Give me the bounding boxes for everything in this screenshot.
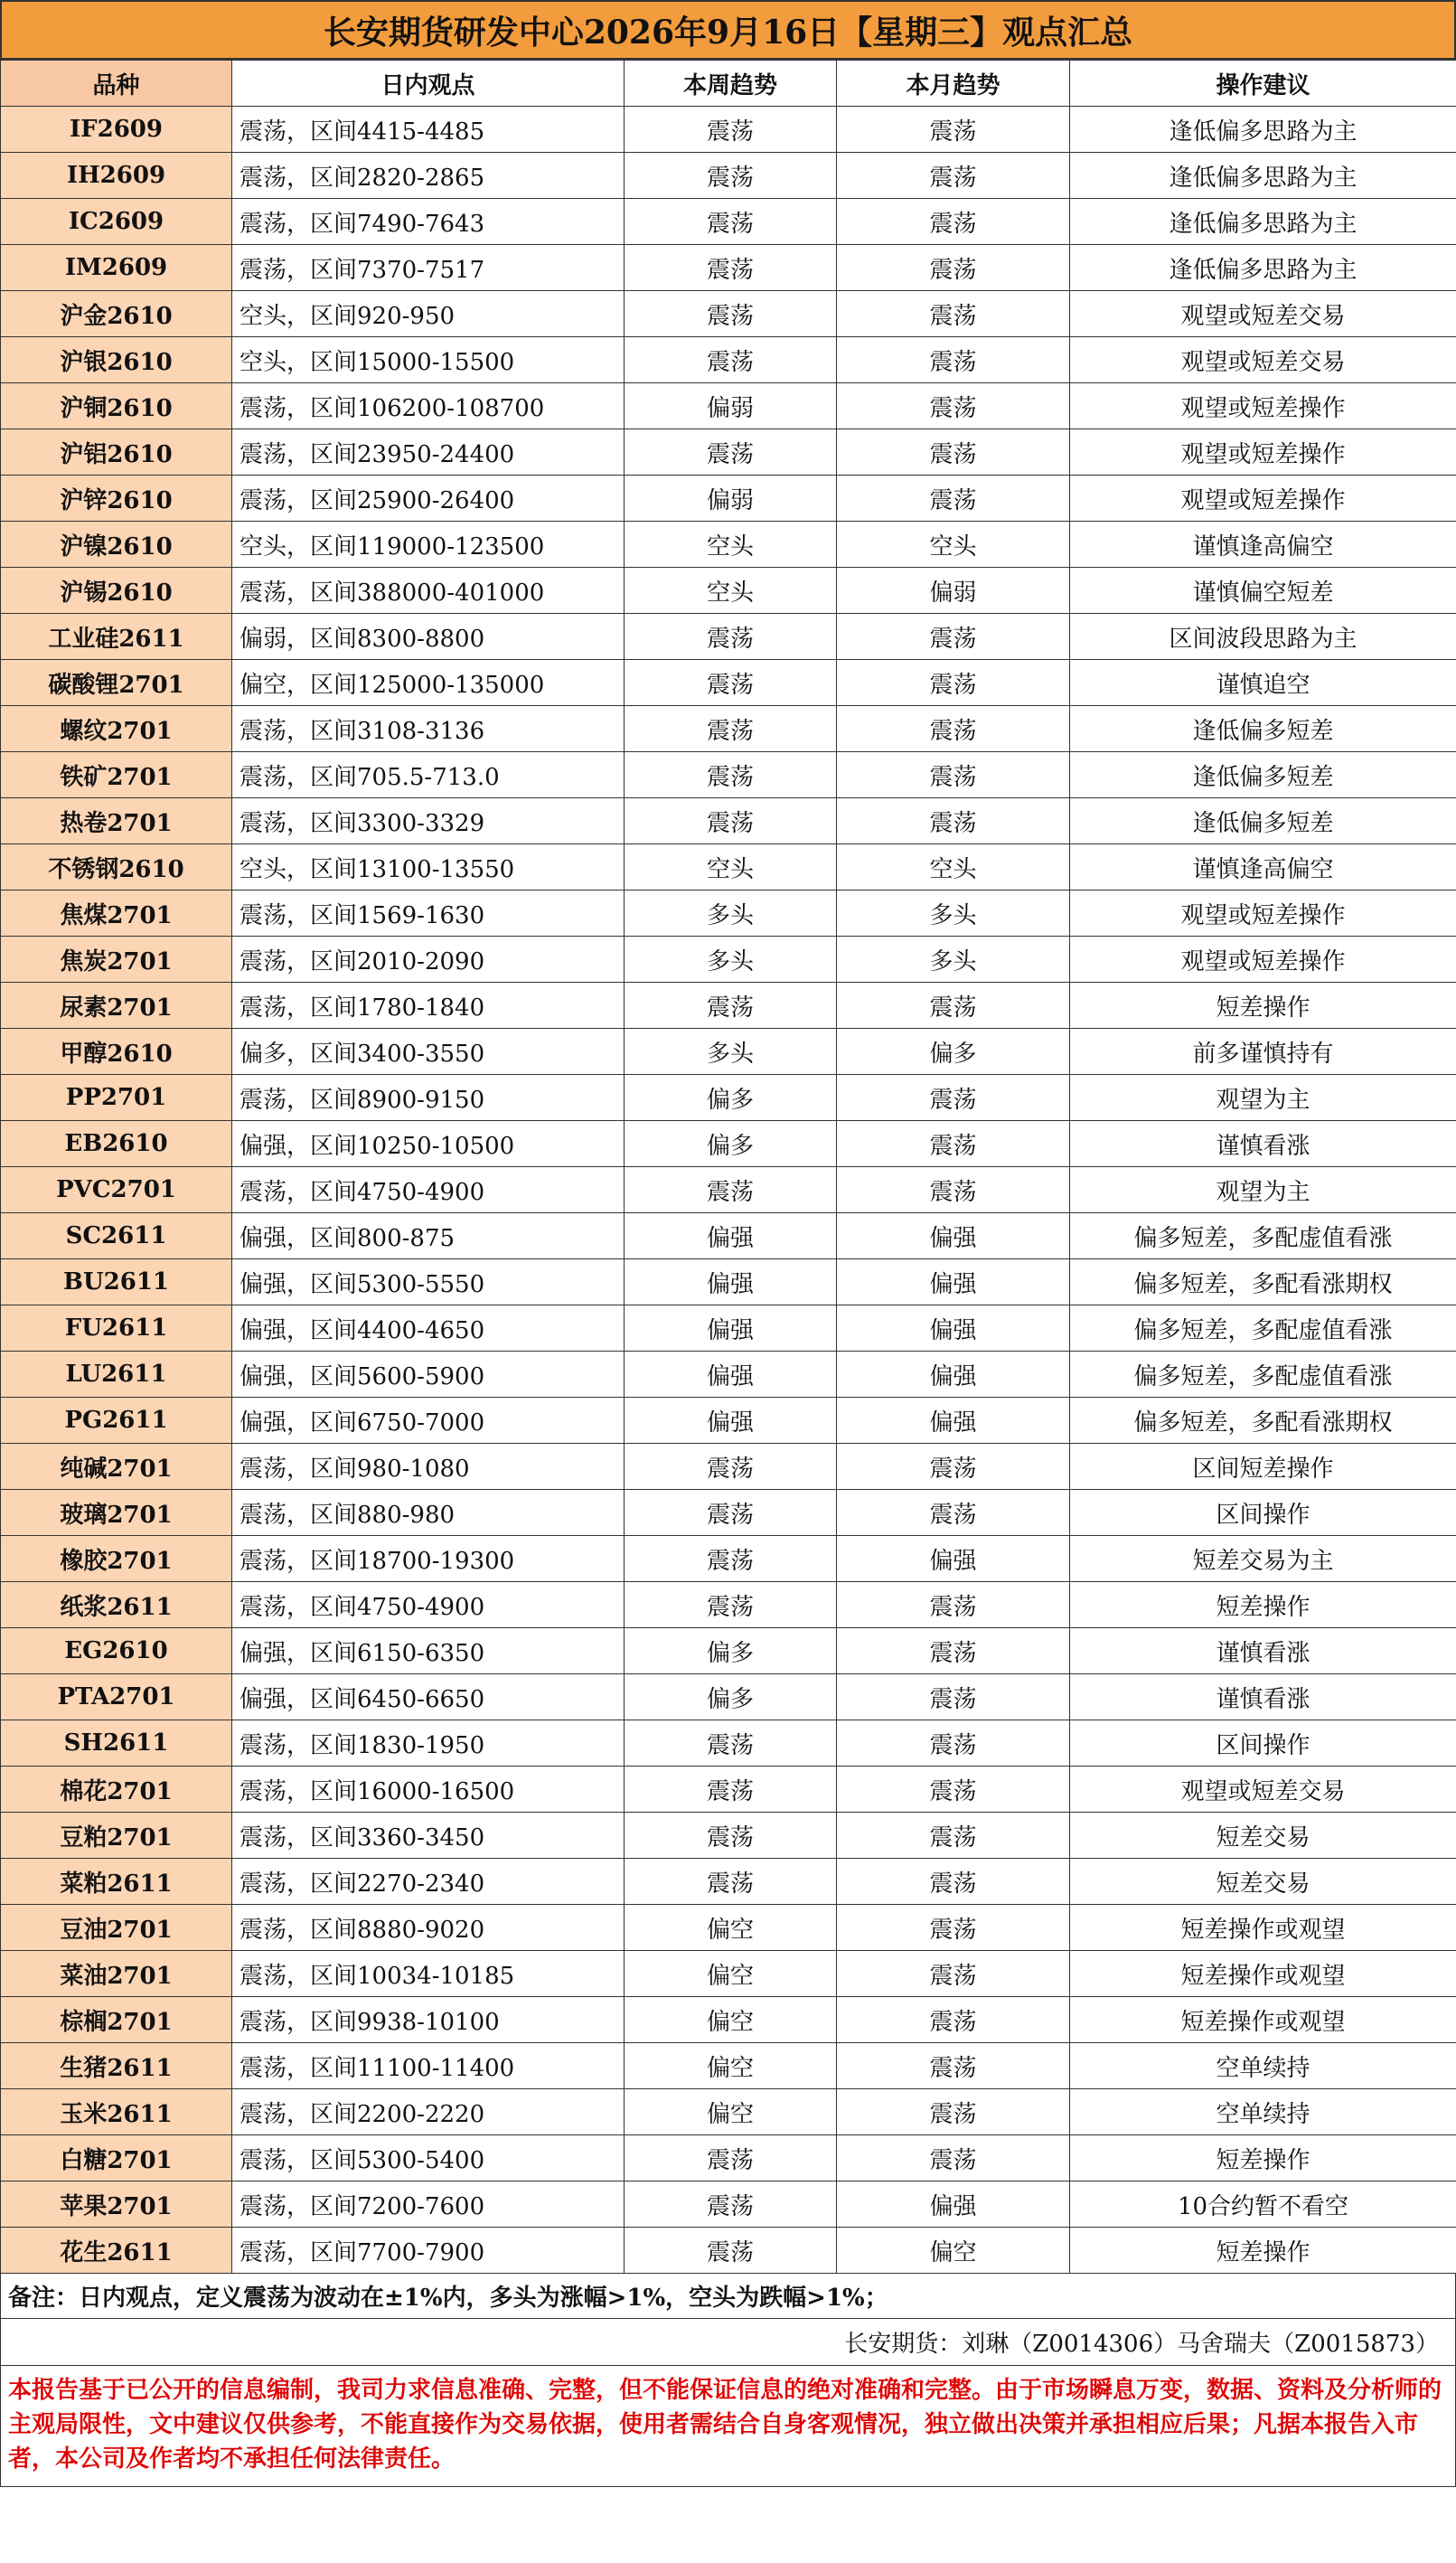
table-row <box>1 1720 1456 1767</box>
variety-cell: 棉花2701 <box>1 1767 232 1813</box>
advice-cell: 谨慎逢高偏空 <box>1070 844 1456 890</box>
table-row <box>1 2135 1456 2181</box>
month-trend-cell: 多头 <box>837 890 1070 937</box>
month-trend-cell: 偏强 <box>837 1259 1070 1305</box>
intraday-view-cell: 震荡，区间25900-26400 <box>232 476 625 522</box>
table-row <box>1 1121 1456 1167</box>
intraday-view-cell: 空头，区间15000-15500 <box>232 337 625 383</box>
table-row <box>1 337 1456 383</box>
month-trend-cell: 震荡 <box>837 1444 1070 1490</box>
table-row <box>1 2089 1456 2135</box>
week-trend-cell: 偏强 <box>625 1352 837 1398</box>
intraday-view-cell: 震荡，区间7700-7900 <box>232 2228 625 2274</box>
week-trend-cell: 震荡 <box>625 614 837 660</box>
advice-cell: 偏多短差，多配看涨期权 <box>1070 1259 1456 1305</box>
intraday-view-cell: 震荡，区间980-1080 <box>232 1444 625 1490</box>
month-trend-cell: 偏强 <box>837 1352 1070 1398</box>
table-row <box>1 568 1456 614</box>
intraday-view-cell: 震荡，区间880-980 <box>232 1490 625 1536</box>
viewpoint-table <box>0 60 1456 2274</box>
week-trend-cell: 多头 <box>625 937 837 983</box>
week-trend-cell: 震荡 <box>625 107 837 153</box>
variety-cell: 纯碱2701 <box>1 1444 232 1490</box>
month-trend-cell: 偏多 <box>837 1029 1070 1075</box>
table-row <box>1 614 1456 660</box>
table-row <box>1 1767 1456 1813</box>
advice-cell: 观望为主 <box>1070 1167 1456 1213</box>
week-trend-cell: 偏空 <box>625 1905 837 1951</box>
intraday-view-cell: 空头，区间920-950 <box>232 291 625 337</box>
intraday-view-cell: 震荡，区间7490-7643 <box>232 199 625 245</box>
table-row <box>1 2228 1456 2274</box>
advice-cell: 观望或短差操作 <box>1070 429 1456 476</box>
week-trend-cell: 偏弱 <box>625 383 837 429</box>
table-row <box>1 752 1456 798</box>
advice-cell: 短差交易 <box>1070 1813 1456 1859</box>
table-row <box>1 660 1456 706</box>
week-trend-cell: 偏空 <box>625 1951 837 1997</box>
month-trend-cell: 震荡 <box>837 337 1070 383</box>
week-trend-cell: 空头 <box>625 568 837 614</box>
week-trend-cell: 震荡 <box>625 291 837 337</box>
intraday-view-cell: 震荡，区间2200-2220 <box>232 2089 625 2135</box>
month-trend-cell: 偏强 <box>837 1536 1070 1582</box>
advice-cell: 谨慎偏空短差 <box>1070 568 1456 614</box>
intraday-view-cell: 震荡，区间106200-108700 <box>232 383 625 429</box>
variety-cell: 沪铜2610 <box>1 383 232 429</box>
week-trend-cell: 震荡 <box>625 2228 837 2274</box>
advice-cell: 区间操作 <box>1070 1720 1456 1767</box>
variety-cell: 沪金2610 <box>1 291 232 337</box>
disclaimer: 本报告基于已公开的信息编制，我司力求信息准确、完整，但不能保证信息的绝对准确和完整。由于市场瞬息万变，数据、资料及分析师的主观局限性，文中建议仅供参考，不能直接作为交易依据，使用者需结合自身客观情况，独立做出决策并承担相应后果；凡据本报告入市者，本公司及作者均不承担任何法律责任。 <box>0 2366 1456 2487</box>
variety-cell: PP2701 <box>1 1075 232 1121</box>
table-row <box>1 1536 1456 1582</box>
variety-cell: IC2609 <box>1 199 232 245</box>
week-trend-cell: 偏空 <box>625 1997 837 2043</box>
advice-cell: 逢低偏多思路为主 <box>1070 107 1456 153</box>
month-trend-cell: 震荡 <box>837 752 1070 798</box>
week-trend-cell: 震荡 <box>625 752 837 798</box>
table-row <box>1 1213 1456 1259</box>
advice-cell: 观望或短差操作 <box>1070 890 1456 937</box>
table-row <box>1 2181 1456 2228</box>
advice-cell: 短差操作 <box>1070 2135 1456 2181</box>
month-trend-cell: 震荡 <box>837 983 1070 1029</box>
variety-cell: 螺纹2701 <box>1 706 232 752</box>
variety-cell: 焦炭2701 <box>1 937 232 983</box>
variety-cell: 棕榈2701 <box>1 1997 232 2043</box>
week-trend-cell: 震荡 <box>625 199 837 245</box>
month-trend-cell: 震荡 <box>837 2135 1070 2181</box>
table-row <box>1 291 1456 337</box>
intraday-view-cell: 震荡，区间3108-3136 <box>232 706 625 752</box>
month-trend-cell: 震荡 <box>837 1075 1070 1121</box>
month-trend-cell: 偏强 <box>837 1398 1070 1444</box>
week-trend-cell: 偏多 <box>625 1628 837 1674</box>
month-trend-cell: 震荡 <box>837 1997 1070 2043</box>
advice-cell: 逢低偏多短差 <box>1070 752 1456 798</box>
variety-cell: 豆油2701 <box>1 1905 232 1951</box>
table-row <box>1 1905 1456 1951</box>
intraday-view-cell: 偏强，区间800-875 <box>232 1213 625 1259</box>
variety-cell: 甲醇2610 <box>1 1029 232 1075</box>
advice-cell: 短差操作或观望 <box>1070 1997 1456 2043</box>
week-trend-cell: 多头 <box>625 1029 837 1075</box>
intraday-view-cell: 偏强，区间4400-4650 <box>232 1305 625 1352</box>
week-trend-cell: 震荡 <box>625 1767 837 1813</box>
advice-cell: 短差操作 <box>1070 983 1456 1029</box>
advice-cell: 观望或短差交易 <box>1070 337 1456 383</box>
variety-cell: 玻璃2701 <box>1 1490 232 1536</box>
table-row <box>1 1444 1456 1490</box>
intraday-view-cell: 偏弱，区间8300-8800 <box>232 614 625 660</box>
table-header-row <box>1 61 1456 107</box>
advice-cell: 区间短差操作 <box>1070 1444 1456 1490</box>
advice-cell: 前多谨慎持有 <box>1070 1029 1456 1075</box>
week-trend-cell: 空头 <box>625 844 837 890</box>
week-trend-cell: 偏强 <box>625 1259 837 1305</box>
month-trend-cell: 空头 <box>837 522 1070 568</box>
week-trend-cell: 偏空 <box>625 2089 837 2135</box>
header-variety: 品种 <box>1 61 232 107</box>
advice-cell: 逢低偏多思路为主 <box>1070 153 1456 199</box>
intraday-view-cell: 震荡，区间16000-16500 <box>232 1767 625 1813</box>
intraday-view-cell: 震荡，区间8900-9150 <box>232 1075 625 1121</box>
month-trend-cell: 震荡 <box>837 1720 1070 1767</box>
variety-cell: PG2611 <box>1 1398 232 1444</box>
table-row <box>1 199 1456 245</box>
intraday-view-cell: 震荡，区间18700-19300 <box>232 1536 625 1582</box>
week-trend-cell: 震荡 <box>625 1444 837 1490</box>
table-row <box>1 522 1456 568</box>
variety-cell: 豆粕2701 <box>1 1813 232 1859</box>
month-trend-cell: 震荡 <box>837 614 1070 660</box>
intraday-view-cell: 震荡，区间4415-4485 <box>232 107 625 153</box>
variety-cell: 花生2611 <box>1 2228 232 2274</box>
advice-cell: 观望或短差交易 <box>1070 291 1456 337</box>
variety-cell: 菜油2701 <box>1 1951 232 1997</box>
variety-cell: 工业硅2611 <box>1 614 232 660</box>
month-trend-cell: 震荡 <box>837 1167 1070 1213</box>
variety-cell: 沪银2610 <box>1 337 232 383</box>
variety-cell: 苹果2701 <box>1 2181 232 2228</box>
month-trend-cell: 震荡 <box>837 1582 1070 1628</box>
variety-cell: 尿素2701 <box>1 983 232 1029</box>
variety-cell: 热卷2701 <box>1 798 232 844</box>
table-row <box>1 983 1456 1029</box>
table-row <box>1 245 1456 291</box>
week-trend-cell: 震荡 <box>625 245 837 291</box>
month-trend-cell: 震荡 <box>837 245 1070 291</box>
month-trend-cell: 空头 <box>837 844 1070 890</box>
advice-cell: 观望为主 <box>1070 1075 1456 1121</box>
month-trend-cell: 震荡 <box>837 1674 1070 1720</box>
advice-cell: 短差操作或观望 <box>1070 1951 1456 1997</box>
variety-cell: SC2611 <box>1 1213 232 1259</box>
table-row <box>1 1628 1456 1674</box>
advice-cell: 观望或短差操作 <box>1070 383 1456 429</box>
table-row <box>1 706 1456 752</box>
table-row <box>1 798 1456 844</box>
month-trend-cell: 震荡 <box>837 383 1070 429</box>
variety-cell: PTA2701 <box>1 1674 232 1720</box>
advice-cell: 偏多短差，多配看涨期权 <box>1070 1398 1456 1444</box>
intraday-view-cell: 空头，区间119000-123500 <box>232 522 625 568</box>
advice-cell: 谨慎追空 <box>1070 660 1456 706</box>
month-trend-cell: 震荡 <box>837 429 1070 476</box>
week-trend-cell: 偏强 <box>625 1213 837 1259</box>
table-body <box>1 107 1456 2274</box>
week-trend-cell: 空头 <box>625 522 837 568</box>
month-trend-cell: 震荡 <box>837 1813 1070 1859</box>
week-trend-cell: 震荡 <box>625 1490 837 1536</box>
table-row <box>1 383 1456 429</box>
advice-cell: 短差交易为主 <box>1070 1536 1456 1582</box>
week-trend-cell: 震荡 <box>625 983 837 1029</box>
intraday-view-cell: 震荡，区间1830-1950 <box>232 1720 625 1767</box>
month-trend-cell: 偏强 <box>837 1213 1070 1259</box>
report-title: 长安期货研发中心2026年9月16日【星期三】观点汇总 <box>0 0 1456 60</box>
variety-cell: 沪铝2610 <box>1 429 232 476</box>
table-row <box>1 476 1456 522</box>
variety-cell: IF2609 <box>1 107 232 153</box>
intraday-view-cell: 震荡，区间5300-5400 <box>232 2135 625 2181</box>
advice-cell: 短差操作或观望 <box>1070 1905 1456 1951</box>
week-trend-cell: 震荡 <box>625 706 837 752</box>
week-trend-cell: 震荡 <box>625 1859 837 1905</box>
table-row <box>1 429 1456 476</box>
advice-cell: 空单续持 <box>1070 2089 1456 2135</box>
table-row <box>1 107 1456 153</box>
week-trend-cell: 震荡 <box>625 2135 837 2181</box>
month-trend-cell: 偏弱 <box>837 568 1070 614</box>
variety-cell: 铁矿2701 <box>1 752 232 798</box>
advice-cell: 谨慎看涨 <box>1070 1121 1456 1167</box>
variety-cell: 生猪2611 <box>1 2043 232 2089</box>
header-week-trend: 本周趋势 <box>625 61 837 107</box>
table-row <box>1 1398 1456 1444</box>
advice-cell: 逢低偏多短差 <box>1070 798 1456 844</box>
intraday-view-cell: 震荡，区间388000-401000 <box>232 568 625 614</box>
intraday-view-cell: 偏强，区间6750-7000 <box>232 1398 625 1444</box>
intraday-view-cell: 震荡，区间7370-7517 <box>232 245 625 291</box>
advice-cell: 逢低偏多思路为主 <box>1070 199 1456 245</box>
intraday-view-cell: 震荡，区间2820-2865 <box>232 153 625 199</box>
advice-cell: 观望或短差操作 <box>1070 937 1456 983</box>
month-trend-cell: 偏强 <box>837 1305 1070 1352</box>
intraday-view-cell: 震荡，区间11100-11400 <box>232 2043 625 2089</box>
month-trend-cell: 震荡 <box>837 291 1070 337</box>
advice-cell: 短差交易 <box>1070 1859 1456 1905</box>
month-trend-cell: 震荡 <box>837 1490 1070 1536</box>
intraday-view-cell: 震荡，区间9938-10100 <box>232 1997 625 2043</box>
week-trend-cell: 偏空 <box>625 2043 837 2089</box>
variety-cell: SH2611 <box>1 1720 232 1767</box>
variety-cell: FU2611 <box>1 1305 232 1352</box>
month-trend-cell: 震荡 <box>837 1767 1070 1813</box>
header-month-trend: 本月趋势 <box>837 61 1070 107</box>
intraday-view-cell: 震荡，区间4750-4900 <box>232 1167 625 1213</box>
intraday-view-cell: 震荡，区间4750-4900 <box>232 1582 625 1628</box>
table-row <box>1 1997 1456 2043</box>
table-row <box>1 1305 1456 1352</box>
week-trend-cell: 震荡 <box>625 1536 837 1582</box>
week-trend-cell: 震荡 <box>625 429 837 476</box>
intraday-view-cell: 震荡，区间2270-2340 <box>232 1859 625 1905</box>
variety-cell: 纸浆2611 <box>1 1582 232 1628</box>
variety-cell: 橡胶2701 <box>1 1536 232 1582</box>
authors-line: 长安期货：刘琳（Z0014306）马舍瑞夫（Z0015873） <box>0 2319 1456 2366</box>
table-row <box>1 2043 1456 2089</box>
week-trend-cell: 震荡 <box>625 337 837 383</box>
month-trend-cell: 震荡 <box>837 798 1070 844</box>
table-row <box>1 1075 1456 1121</box>
variety-cell: BU2611 <box>1 1259 232 1305</box>
month-trend-cell: 震荡 <box>837 2089 1070 2135</box>
variety-cell: IM2609 <box>1 245 232 291</box>
week-trend-cell: 震荡 <box>625 1813 837 1859</box>
week-trend-cell: 偏强 <box>625 1305 837 1352</box>
week-trend-cell: 震荡 <box>625 2181 837 2228</box>
advice-cell: 10合约暂不看空 <box>1070 2181 1456 2228</box>
intraday-view-cell: 偏多，区间3400-3550 <box>232 1029 625 1075</box>
advice-cell: 偏多短差，多配虚值看涨 <box>1070 1352 1456 1398</box>
week-trend-cell: 震荡 <box>625 153 837 199</box>
variety-cell: 沪锌2610 <box>1 476 232 522</box>
variety-cell: PVC2701 <box>1 1167 232 1213</box>
week-trend-cell: 偏强 <box>625 1398 837 1444</box>
table-row <box>1 1259 1456 1305</box>
intraday-view-cell: 偏强，区间10250-10500 <box>232 1121 625 1167</box>
month-trend-cell: 多头 <box>837 937 1070 983</box>
advice-cell: 逢低偏多短差 <box>1070 706 1456 752</box>
intraday-view-cell: 偏强，区间6450-6650 <box>232 1674 625 1720</box>
intraday-view-cell: 偏强，区间5600-5900 <box>232 1352 625 1398</box>
advice-cell: 观望或短差交易 <box>1070 1767 1456 1813</box>
table-row <box>1 1813 1456 1859</box>
month-trend-cell: 震荡 <box>837 476 1070 522</box>
intraday-view-cell: 偏空，区间125000-135000 <box>232 660 625 706</box>
table-row <box>1 890 1456 937</box>
advice-cell: 短差操作 <box>1070 2228 1456 2274</box>
table-row <box>1 1674 1456 1720</box>
intraday-view-cell: 震荡，区间3360-3450 <box>232 1813 625 1859</box>
table-row <box>1 153 1456 199</box>
variety-cell: IH2609 <box>1 153 232 199</box>
intraday-view-cell: 空头，区间13100-13550 <box>232 844 625 890</box>
variety-cell: 沪镍2610 <box>1 522 232 568</box>
variety-cell: LU2611 <box>1 1352 232 1398</box>
month-trend-cell: 震荡 <box>837 153 1070 199</box>
advice-cell: 偏多短差，多配虚值看涨 <box>1070 1213 1456 1259</box>
variety-cell: 焦煤2701 <box>1 890 232 937</box>
month-trend-cell: 震荡 <box>837 1859 1070 1905</box>
variety-cell: EG2610 <box>1 1628 232 1674</box>
week-trend-cell: 震荡 <box>625 660 837 706</box>
week-trend-cell: 多头 <box>625 890 837 937</box>
month-trend-cell: 偏强 <box>837 2181 1070 2228</box>
table-row <box>1 1490 1456 1536</box>
intraday-view-cell: 震荡，区间2010-2090 <box>232 937 625 983</box>
table-row <box>1 1167 1456 1213</box>
week-trend-cell: 偏多 <box>625 1121 837 1167</box>
variety-cell: 玉米2611 <box>1 2089 232 2135</box>
month-trend-cell: 震荡 <box>837 660 1070 706</box>
table-row <box>1 1029 1456 1075</box>
month-trend-cell: 震荡 <box>837 1121 1070 1167</box>
month-trend-cell: 震荡 <box>837 199 1070 245</box>
table-row <box>1 937 1456 983</box>
advice-cell: 谨慎逢高偏空 <box>1070 522 1456 568</box>
advice-cell: 短差操作 <box>1070 1582 1456 1628</box>
footnote: 备注：日内观点，定义震荡为波动在±1%内，多头为涨幅>1%，空头为跌幅>1%； <box>0 2274 1456 2319</box>
intraday-view-cell: 震荡，区间8880-9020 <box>232 1905 625 1951</box>
week-trend-cell: 偏弱 <box>625 476 837 522</box>
advice-cell: 区间波段思路为主 <box>1070 614 1456 660</box>
variety-cell: 白糖2701 <box>1 2135 232 2181</box>
month-trend-cell: 震荡 <box>837 107 1070 153</box>
table-row <box>1 1582 1456 1628</box>
month-trend-cell: 震荡 <box>837 706 1070 752</box>
table-row <box>1 1951 1456 1997</box>
intraday-view-cell: 震荡，区间1780-1840 <box>232 983 625 1029</box>
advice-cell: 谨慎看涨 <box>1070 1674 1456 1720</box>
week-trend-cell: 震荡 <box>625 1720 837 1767</box>
intraday-view-cell: 震荡，区间7200-7600 <box>232 2181 625 2228</box>
advice-cell: 空单续持 <box>1070 2043 1456 2089</box>
table-row <box>1 844 1456 890</box>
month-trend-cell: 偏空 <box>837 2228 1070 2274</box>
intraday-view-cell: 偏强，区间6150-6350 <box>232 1628 625 1674</box>
header-intraday: 日内观点 <box>232 61 625 107</box>
advice-cell: 谨慎看涨 <box>1070 1628 1456 1674</box>
intraday-view-cell: 震荡，区间705.5-713.0 <box>232 752 625 798</box>
variety-cell: EB2610 <box>1 1121 232 1167</box>
week-trend-cell: 震荡 <box>625 798 837 844</box>
variety-cell: 沪锡2610 <box>1 568 232 614</box>
intraday-view-cell: 震荡，区间3300-3329 <box>232 798 625 844</box>
table-row <box>1 1352 1456 1398</box>
advice-cell: 区间操作 <box>1070 1490 1456 1536</box>
advice-cell: 观望或短差操作 <box>1070 476 1456 522</box>
variety-cell: 碳酸锂2701 <box>1 660 232 706</box>
month-trend-cell: 震荡 <box>837 2043 1070 2089</box>
intraday-view-cell: 震荡，区间23950-24400 <box>232 429 625 476</box>
week-trend-cell: 偏多 <box>625 1674 837 1720</box>
month-trend-cell: 震荡 <box>837 1951 1070 1997</box>
advice-cell: 偏多短差，多配虚值看涨 <box>1070 1305 1456 1352</box>
variety-cell: 不锈钢2610 <box>1 844 232 890</box>
intraday-view-cell: 震荡，区间10034-10185 <box>232 1951 625 1997</box>
advice-cell: 逢低偏多思路为主 <box>1070 245 1456 291</box>
month-trend-cell: 震荡 <box>837 1628 1070 1674</box>
intraday-view-cell: 偏强，区间5300-5550 <box>232 1259 625 1305</box>
week-trend-cell: 偏多 <box>625 1075 837 1121</box>
header-advice: 操作建议 <box>1070 61 1456 107</box>
variety-cell: 菜粕2611 <box>1 1859 232 1905</box>
month-trend-cell: 震荡 <box>837 1905 1070 1951</box>
week-trend-cell: 震荡 <box>625 1167 837 1213</box>
week-trend-cell: 震荡 <box>625 1582 837 1628</box>
table-row <box>1 1859 1456 1905</box>
intraday-view-cell: 震荡，区间1569-1630 <box>232 890 625 937</box>
